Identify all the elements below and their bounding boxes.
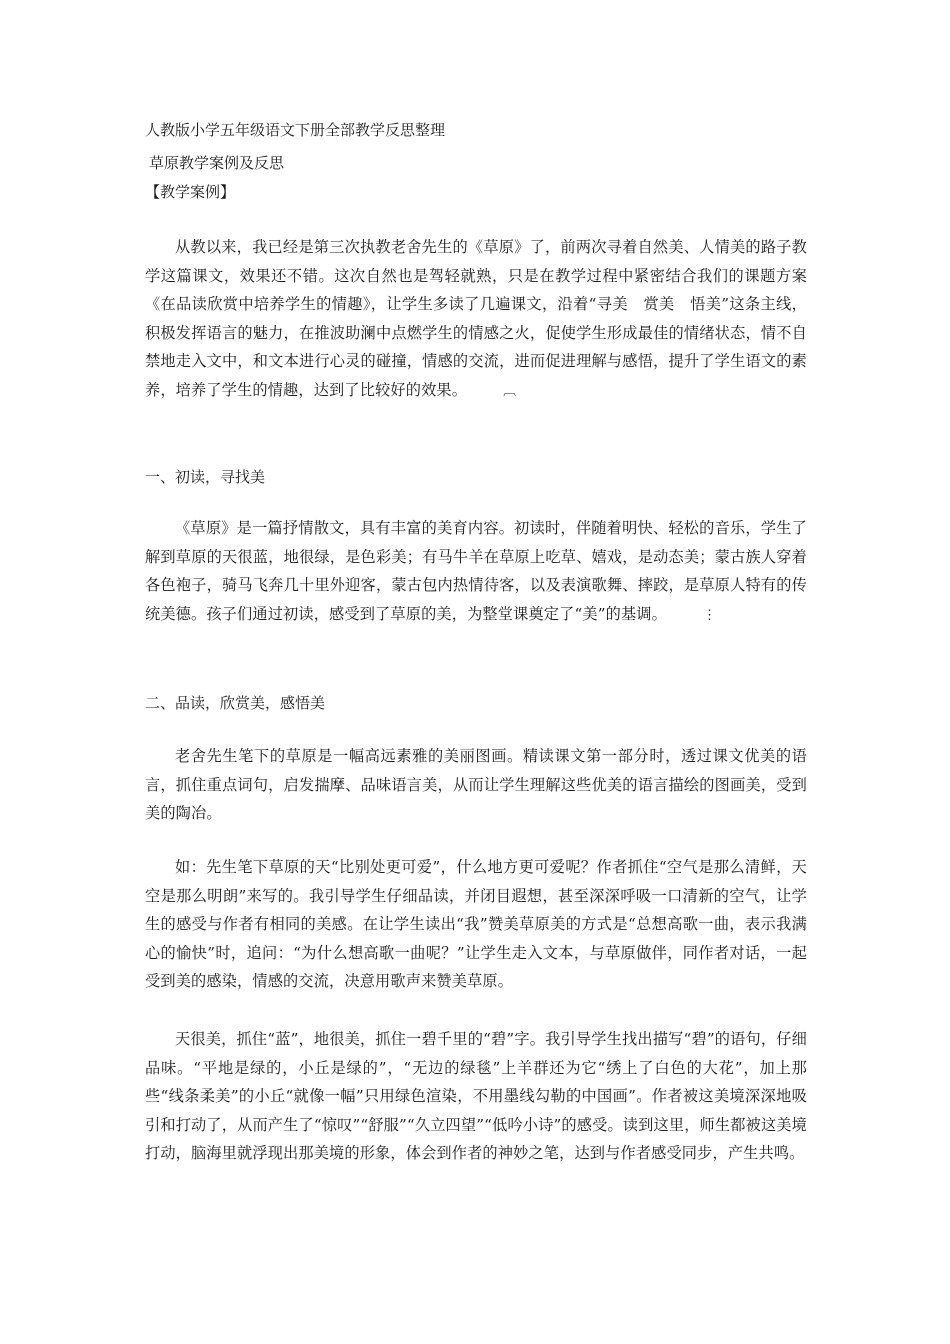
- section2-heading: 二、品读，欣赏美，感悟美: [145, 694, 326, 712]
- section2-paragraph-1: 老舍先生笔下的草原是一幅高远素雅的美丽图画。精读课文第一部分时，透过课文优美的语言，抓住重点词句，启发揣摩、品味语言美，从而让学生理解这些优美的语言描绘的图画美，受到美的陶冶。: [145, 747, 807, 823]
- section1-paragraph: [145, 514, 807, 630]
- section2-paragraph-3: 天很美，抓住“蓝”，地很美，抓住一碧千里的“碧”字。我引导学生找出描写“碧”的语句，仔细品味。“平地是绿的，小丘是绿的”，“无边的绿毯”上羊群还为它“绣上了白色的大花”，加上那些“线条柔美”的小丘“就像一幅”只用绿色渲染，不用墨线勾勒的中国画”。作者被这美境深深地吸引和打动了，从而产生了“惊叹”“舒服”“久立四望”“低吟小诗”的感受。读到这里，师生都被这美境打动，脑海里就浮现出那美境的形象，体会到作者的神妙之笔，达到与作者感受同步，产生共鸣。: [145, 1030, 807, 1163]
- edit-mark-icon: ︹: [503, 383, 517, 399]
- section1-text: 《草原》是一篇抒情散文，具有丰富的美育内容。初读时，伴随着明快、轻松的音乐，学生了解到草原的天很蓝，地很绿，是色彩美；有马牛羊在草原上吃草、嬉戏，是动态美；蒙古族人穿着各色袍子，骑马飞奔几十里外迎客，蒙古包内热情待客，以及表演歌舞、摔跤，是草原人特有的传统美德。孩子们通过初读，感受到了草原的美，为整堂课奠定了“美”的基调。: [145, 519, 807, 623]
- document-title: 人教版小学五年级语文下册全部教学反思整理: [145, 121, 446, 139]
- section1-heading: 一、初读，寻找美: [145, 468, 266, 486]
- document-subtitle: 草原教学案例及反思: [149, 154, 285, 172]
- case-label: 【教学案例】: [145, 183, 236, 201]
- intro-text: 从教以来，我已经是第三次执教老舍先生的《草原》了，前两次寻着自然美、人情美的路子教学这篇课文，效果还不错。这次自然也是驾轻就熟，只是在教学过程中紧密结合我们的课题方案《在品读欣赏中培养学生的情趣》，让学生多读了几遍课文，沿着“寻美 赏美 悟美”这条主线，积极发挥语言的魅力，在推波助澜中点燃学生的情感之火，促使学生形成最佳的情绪状态，情不自禁地走入文中，和文本进行心灵的碰撞，情感的交流，进而促进理解与感悟，提升了学生语文的素养，培养了学生的情趣，达到了比较好的效果。: [145, 238, 807, 399]
- ellipsis-mark-icon: ⋮: [702, 607, 717, 623]
- intro-paragraph: [145, 233, 807, 407]
- section2-paragraph-2: 如：先生笔下草原的天“比别处更可爱”，什么地方更可爱呢？作者抓住“空气是那么清鲜，天空是那么明朗”来写的。我引导学生仔细品读，并闭目遐想，甚至深深呼吸一口清新的空气，让学生的感受与作者有相同的美感。在让学生读出“我”赞美草原美的方式是“总想高歌一曲，表示我满心的愉快”时，追问：“为什么想高歌一曲呢？”让学生走入文本，与草原做伴，同作者对话，一起受到美的感染，情感的交流，决意用歌声来赞美草原。: [145, 858, 807, 991]
